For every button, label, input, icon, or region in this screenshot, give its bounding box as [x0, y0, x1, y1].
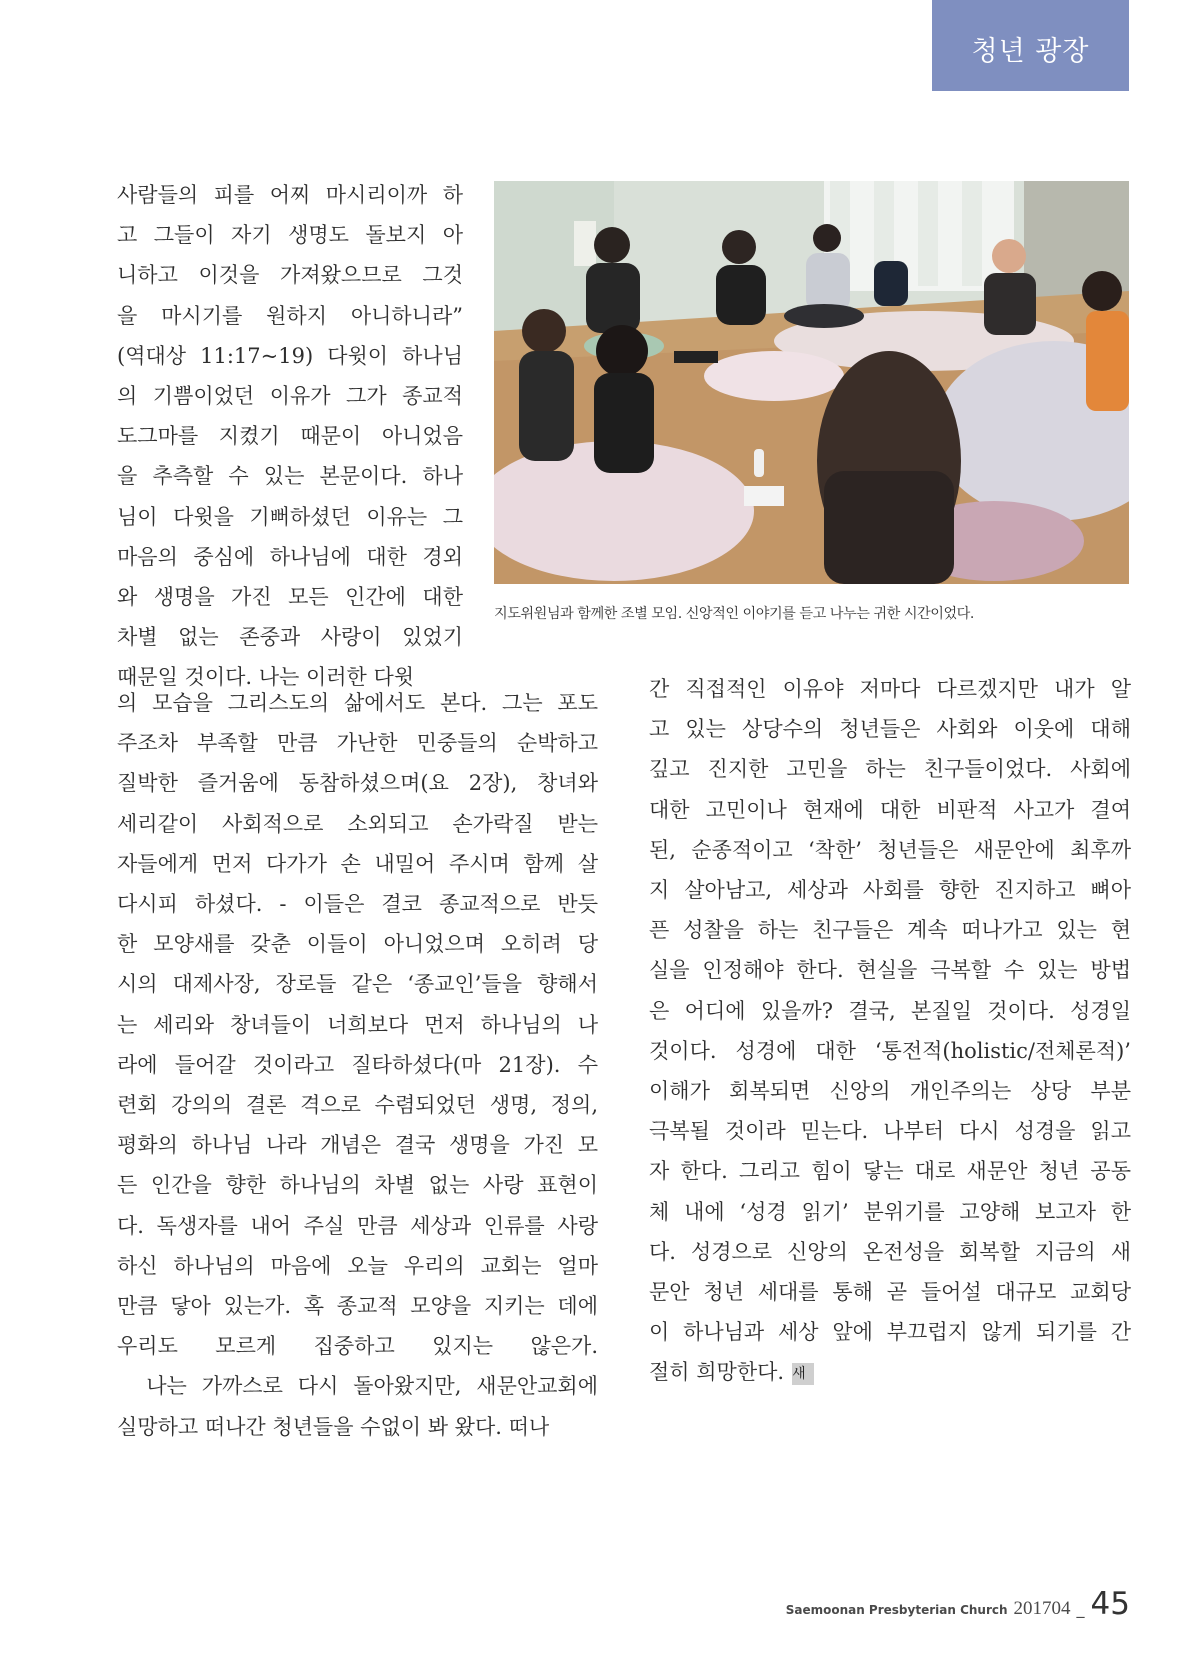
- footer-separator: _: [1076, 1599, 1085, 1618]
- text-line: 나는 가까스로 다시 돌아왔지만, 새문안교회에: [117, 1374, 598, 1399]
- text-line: 고 그들이 자기 생명도 돌보지 아: [117, 223, 463, 248]
- page-footer: [786, 1586, 1130, 1622]
- text-line: 다시피 하셨다. - 이들은 결코 종교적으로 반듯: [117, 892, 598, 917]
- text-line: 이 하나님과 세상 앞에 부끄럽지 않게 되기를 간: [649, 1320, 1131, 1345]
- text-line: 극복될 것이라 믿는다. 나부터 다시 성경을 읽고: [649, 1119, 1131, 1144]
- text-line: 자들에게 먼저 다가가 손 내밀어 주시며 함께 살: [117, 851, 598, 876]
- text-line: 다. 성경으로 신앙의 온전성을 회복할 지금의 새: [649, 1239, 1131, 1264]
- text-line: 라에 들어갈 것이라고 질타하셨다(마 21장). 수: [117, 1052, 598, 1077]
- text-line: 픈 성찰을 하는 친구들은 계속 떠나가고 있는 현: [649, 918, 1131, 943]
- text-line: 것이다. 성경에 대한 ‘통전적(holistic/전체론적)’: [649, 1038, 1131, 1063]
- text-line: 시의 대제사장, 장로들 같은 ‘종교인’들을 향해서: [117, 972, 598, 997]
- text-line: 을 마시기를 원하지 아니하니라”: [117, 303, 463, 328]
- text-line: 실을 인정해야 한다. 현실을 극복할 수 있는 방법: [649, 958, 1131, 983]
- text-line: 질박한 즐거움에 동참하셨으며(요 2장), 창녀와: [117, 771, 598, 796]
- text-line: 사람들의 피를 어찌 마시리이까 하: [117, 183, 463, 207]
- text-line: 와 생명을 가진 모든 인간에 대한: [117, 585, 463, 610]
- text-line: 절히 희망한다. 새: [649, 1352, 1131, 1392]
- photo-caption: 지도위원님과 함께한 조별 모임. 신앙적인 이야기를 듣고 나누는 귀한 시간이었다.: [494, 606, 974, 622]
- section-tab: [932, 0, 1129, 91]
- text-line: 지 살아남고, 세상과 사회를 향한 진지하고 뼈아: [649, 878, 1131, 903]
- text-line: 때문일 것이다. 나는 이러한 다윗: [117, 665, 415, 690]
- text-line: 간 직접적인 이유야 저마다 다르겠지만 내가 알: [649, 677, 1131, 701]
- text-line: 실망하고 떠나간 청년들을 수없이 봐 왔다. 떠나: [117, 1414, 550, 1439]
- text-line: 차별 없는 존중과 사랑이 있었기: [117, 625, 463, 650]
- text-line: 하신 하나님의 마음에 오늘 우리의 교회는 얼마: [117, 1253, 598, 1278]
- text-line: 한 모양새를 갖춘 이들이 아니었으며 오히려 당: [117, 932, 598, 957]
- text-line: 는 세리와 창녀들이 너희보다 먼저 하나님의 나: [117, 1012, 598, 1037]
- text-line: 깊고 진지한 고민을 하는 친구들이었다. 사회에: [649, 757, 1131, 782]
- text-line: 을 추측할 수 있는 본문이다. 하나: [117, 464, 463, 489]
- text-line: 니하고 이것을 가져왔으므로 그것: [117, 263, 463, 288]
- text-line: 대한 고민이나 현재에 대한 비판적 사고가 결여: [649, 797, 1131, 822]
- text-line: 마음의 중심에 하나님에 대한 경외: [117, 544, 463, 569]
- text-line: 이해가 회복되면 신앙의 개인주의는 상당 부분: [649, 1079, 1131, 1104]
- footer-church-name: Saemoonan Presbyterian Church: [785, 1603, 1008, 1617]
- text-line: 문안 청년 세대를 통해 곧 들어설 대규모 교회당: [649, 1280, 1131, 1305]
- text-line: 우리도 모르게 집중하고 있지는 않은가.: [117, 1334, 598, 1359]
- text-line: 세리같이 사회적으로 소외되고 손가락질 받는: [117, 811, 598, 836]
- text-line: (역대상 11:17~19) 다윗이 하나님: [117, 343, 463, 368]
- text-line: 의 기쁨이었던 이유가 그가 종교적: [117, 384, 463, 409]
- end-mark-icon: 새: [792, 1363, 814, 1385]
- page-number: 45: [1090, 1586, 1130, 1622]
- text-line: 의 모습을 그리스도의 삶에서도 본다. 그는 포도: [117, 691, 598, 715]
- text-line: 님이 다윗을 기뻐하셨던 이유는 그: [117, 504, 463, 529]
- article-column-left-top: [117, 175, 463, 698]
- text-line: 된, 순종적이고 ‘착한’ 청년들은 새문안에 최후까: [649, 837, 1131, 862]
- text-line: 다. 독생자를 내어 주실 만큼 세상과 인류를 사랑: [117, 1213, 598, 1238]
- article-column-right: [649, 669, 1131, 1393]
- text-line: 자 한다. 그리고 힘이 닿는 대로 새문안 청년 공동: [649, 1159, 1131, 1184]
- footer-issue: 201704: [1013, 1598, 1071, 1619]
- group-meeting-photo: [494, 181, 1129, 584]
- text-line: 련회 강의의 결론 격으로 수렴되었던 생명, 정의,: [117, 1093, 598, 1118]
- text-line: 주조차 부족할 만큼 가난한 민중들의 순박하고: [117, 731, 598, 756]
- text-line: 체 내에 ‘성경 읽기’ 분위기를 고양해 보고자 한: [649, 1199, 1131, 1224]
- text-line: 만큼 닿아 있는가. 혹 종교적 모양을 지키는 데에: [117, 1294, 598, 1319]
- text-line: 든 인간을 향한 하나님의 차별 없는 사랑 표현이: [117, 1173, 598, 1198]
- text-line: 도그마를 지켰기 때문이 아니었음: [117, 424, 463, 449]
- text-line: 고 있는 상당수의 청년들은 사회와 이웃에 대해: [649, 717, 1131, 742]
- text-line: 은 어디에 있을까? 결국, 본질일 것이다. 성경일: [649, 998, 1131, 1023]
- text-line: 평화의 하나님 나라 개념은 결국 생명을 가진 모: [117, 1133, 598, 1158]
- article-column-left-bottom: [117, 683, 598, 1447]
- section-label: 청년 광장: [971, 36, 1090, 67]
